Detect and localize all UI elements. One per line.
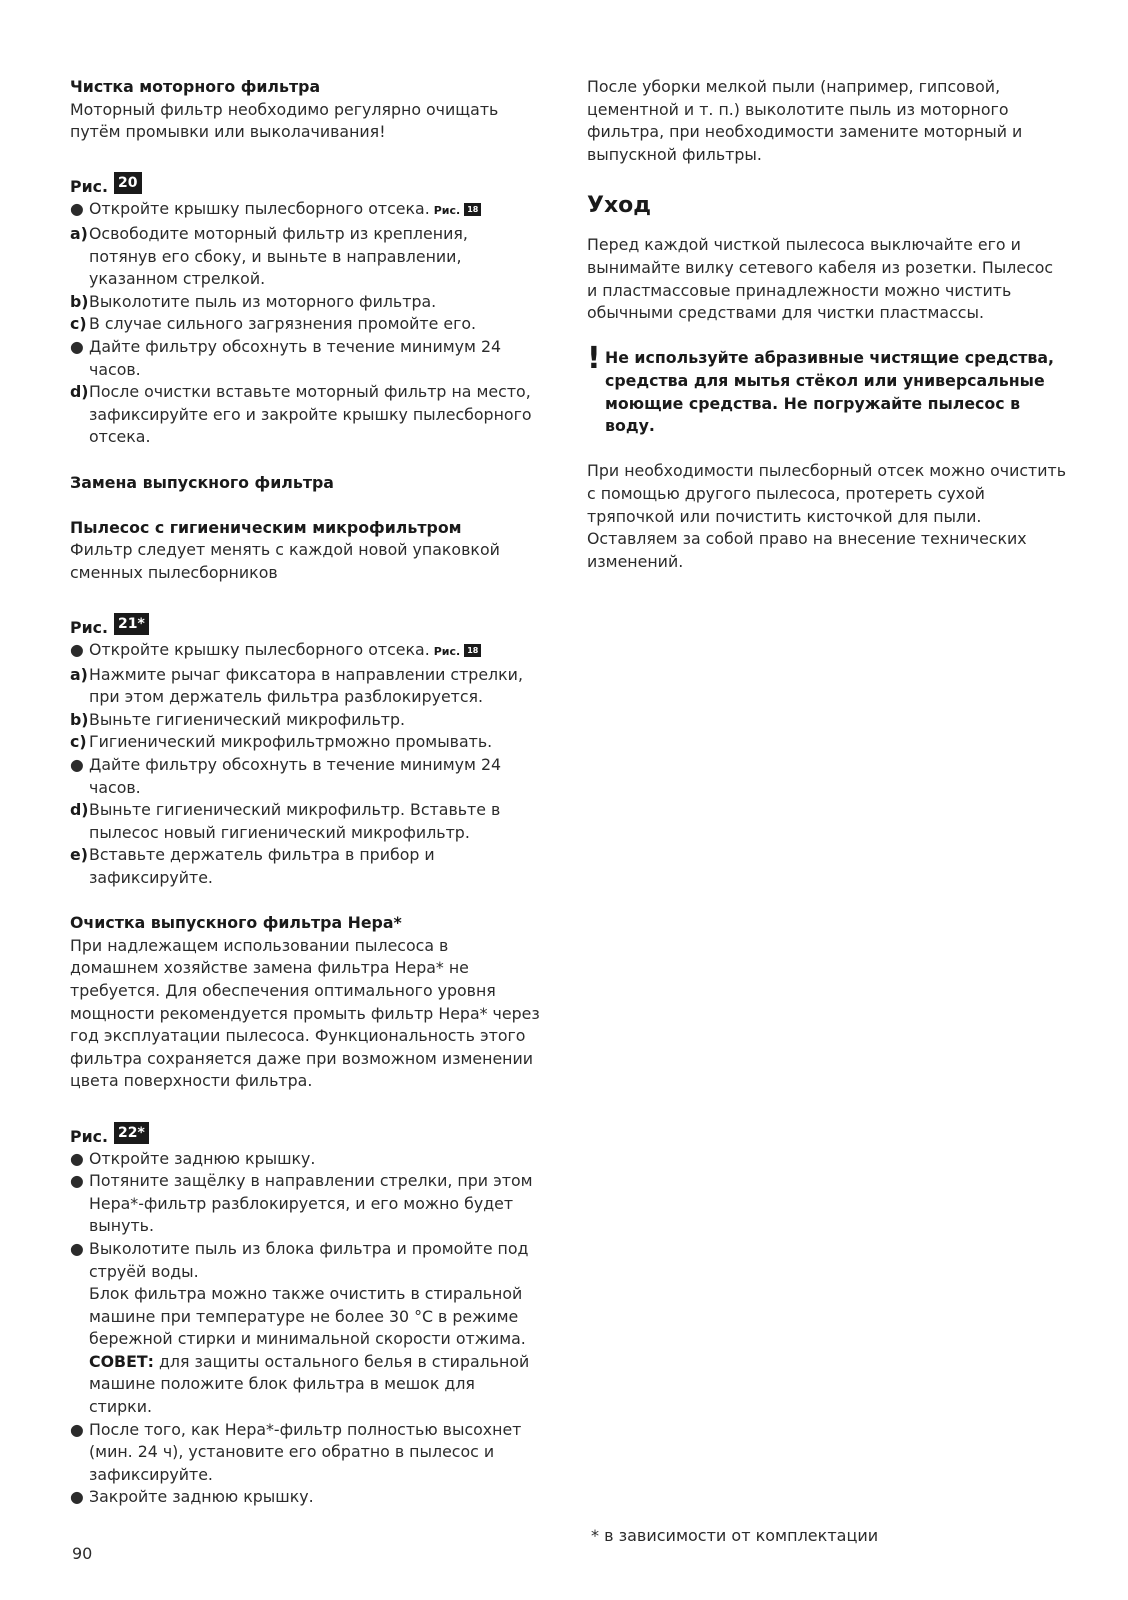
inline-figure-badge: 18 xyxy=(464,203,481,216)
tip-text: для защиты остального белья в стиральной машине положите блок фильтра в мешок для стирки. xyxy=(89,1351,530,1417)
step-marker: b) xyxy=(70,291,89,311)
list-item xyxy=(70,291,540,314)
warning-block xyxy=(587,341,1067,437)
section-title-exhaust-filter: Замена выпускного фильтра xyxy=(70,472,334,492)
step-text: После очистки вставьте моторный фильтр на место, зафиксируйте его и закройте крышку пылесборного отсека. xyxy=(89,382,532,447)
bullet-icon: ● xyxy=(70,1171,84,1191)
warning-text: Не используйте абразивные чистящие средства, средства для мытья стёкол или универсальные моющие средства. Не погружайте пылесос в воду. xyxy=(605,348,1055,436)
step-text: Выньте гигиенический микрофильтр. xyxy=(89,709,406,729)
step-subtext: Блок фильтра можно также очистить в стиральной машине при температуре не более 30 °C в режиме бережной стирки и минимальной скорости отжима. xyxy=(89,1284,526,1349)
section-title-hepa-filter: Очистка выпускного фильтра Hepa* xyxy=(70,913,402,933)
step-text: Откройте крышку пылесборного отсека. xyxy=(89,199,430,219)
micro-filter-intro: Фильтр следует менять с каждой новой упаковкой сменных пылесборников xyxy=(70,540,500,582)
list-item xyxy=(70,381,540,449)
fine-dust-paragraph: После уборки мелкой пыли (например, гипсовой, цементной и т. п.) выколотите пыль из моторного фильтра, при необходимости замените моторный и выпускной фильтры. xyxy=(587,77,1023,164)
bullet-icon: ● xyxy=(70,1238,84,1258)
motor-filter-intro: Моторный фильтр необходимо регулярно очищать путём промывки или выколачивания! xyxy=(70,99,499,142)
step-text: Вставьте держатель фильтра в прибор и зафиксируйте. xyxy=(89,845,435,887)
step-text: Откройте заднюю крышку. xyxy=(89,1148,316,1168)
list-item xyxy=(70,709,540,732)
step-text: Освободите моторный фильтр из крепления, потянув его сбоку, и выньте в направлении, указанном стрелкой. xyxy=(89,223,468,289)
list-item xyxy=(70,1419,540,1487)
figure-label: Рис. xyxy=(70,618,109,638)
step-text: Дайте фильтру обсохнуть в течение минимум 24 часов. xyxy=(89,336,502,379)
care-paragraph: Перед каждой чисткой пылесоса выключайте его и вынимайте вилку сетевого кабеля из розетки. Пылесос и пластмассовые принадлежности можно чистить обычными средствами для чистки пластмассы. xyxy=(587,235,1054,323)
tip-label: СОВЕТ: xyxy=(89,1351,154,1371)
list-item xyxy=(70,754,540,799)
bullet-icon: ● xyxy=(70,199,84,219)
step-text: Откройте крышку пылесборного отсека. xyxy=(89,640,430,660)
step-marker: a) xyxy=(70,223,88,243)
list-item xyxy=(70,1148,540,1171)
left-column xyxy=(70,76,540,1509)
dust-compartment-paragraph: При необходимости пылесборный отсек можно очистить с помощью другого пылесоса, протереть сухой тряпочкой или почистить кисточкой для пыли. Оставляем за собой право на внесение технических изменений. xyxy=(587,461,1067,571)
care-heading: Уход xyxy=(587,193,652,219)
step-marker: c) xyxy=(70,732,87,752)
bullet-icon: ● xyxy=(70,755,84,775)
figure-ref-21 xyxy=(70,613,540,639)
step-marker: b) xyxy=(70,709,89,729)
footnote: * в зависимости от комплектации xyxy=(591,1526,879,1545)
list-item xyxy=(70,313,540,336)
list-item xyxy=(70,731,540,754)
step-text: После того, как Hepa*-фильтр полностью высохнет (мин. 24 ч), установите его обратно в пылесос и зафиксируйте. xyxy=(89,1419,522,1484)
step-text: Выколотите пыль из блока фильтра и промойте под струёй воды. xyxy=(89,1238,529,1281)
step-text: Выколотите пыль из моторного фильтра. xyxy=(89,291,437,311)
warning-icon: ! xyxy=(587,341,601,377)
list-item xyxy=(70,1486,540,1509)
list-item xyxy=(70,336,540,381)
bullet-icon: ● xyxy=(70,1419,84,1439)
list-item xyxy=(70,1170,540,1238)
list-item xyxy=(70,844,540,889)
step-text: Гигиенический микрофильтрможно промывать. xyxy=(89,732,493,752)
step-marker: c) xyxy=(70,314,87,334)
figure-number-badge: 21* xyxy=(114,613,149,635)
list-item xyxy=(70,639,540,664)
bullet-icon: ● xyxy=(70,1148,84,1168)
right-column xyxy=(587,76,1067,573)
figure-ref-20 xyxy=(70,172,540,198)
figure-number-badge: 22* xyxy=(114,1122,149,1144)
hepa-filter-intro: При надлежащем использовании пылесоса в домашнем хозяйстве замена фильтра Hepa* не требуется. Для обеспечения оптимального уровня мощности рекомендуется промыть фильтр Hepa* через год эксплуатации пылесоса. Функциональность этого фильтра сохраняется даже при возможном изменении цвета поверхности фильтра. xyxy=(70,935,540,1091)
step-text: Закройте заднюю крышку. xyxy=(89,1487,314,1507)
bullet-icon: ● xyxy=(70,336,84,356)
bullet-icon: ● xyxy=(70,1487,84,1507)
step-marker: d) xyxy=(70,800,89,820)
list-item xyxy=(70,799,540,844)
bullet-icon: ● xyxy=(70,640,84,660)
inline-figure-label: Рис. xyxy=(433,204,461,218)
inline-figure-label: Рис. xyxy=(433,645,461,659)
list-item xyxy=(70,223,540,291)
page-number: 90 xyxy=(72,1544,93,1563)
step-text: Потяните защёлку в направлении стрелки, при этом Hepa*-фильтр разблокируется, и его можно будет вынуть. xyxy=(89,1171,533,1236)
section-title-micro-filter: Пылесос с гигиеническим микрофильтром xyxy=(70,517,462,537)
figure-label: Рис. xyxy=(70,177,109,197)
inline-figure-badge: 18 xyxy=(464,644,481,657)
figure-number-badge: 20 xyxy=(114,172,141,194)
list-item xyxy=(70,1238,540,1419)
step-marker: a) xyxy=(70,664,88,684)
step-marker: e) xyxy=(70,845,88,865)
figure-label: Рис. xyxy=(70,1126,109,1146)
step-text: Нажмите рычаг фиксатора в направлении стрелки, при этом держатель фильтра разблокируется. xyxy=(89,664,523,707)
figure-ref-22 xyxy=(70,1122,540,1148)
step-text: В случае сильного загрязнения промойте его. xyxy=(89,314,477,334)
step-text: Выньте гигиенический микрофильтр. Вставьте в пылесос новый гигиенический микрофильтр. xyxy=(89,800,501,842)
list-item xyxy=(70,664,540,709)
step-text: Дайте фильтру обсохнуть в течение минимум 24 часов. xyxy=(89,755,502,797)
list-item xyxy=(70,198,540,223)
section-title-motor-filter: Чистка моторного фильтра xyxy=(70,77,321,96)
step-marker: d) xyxy=(70,382,89,402)
